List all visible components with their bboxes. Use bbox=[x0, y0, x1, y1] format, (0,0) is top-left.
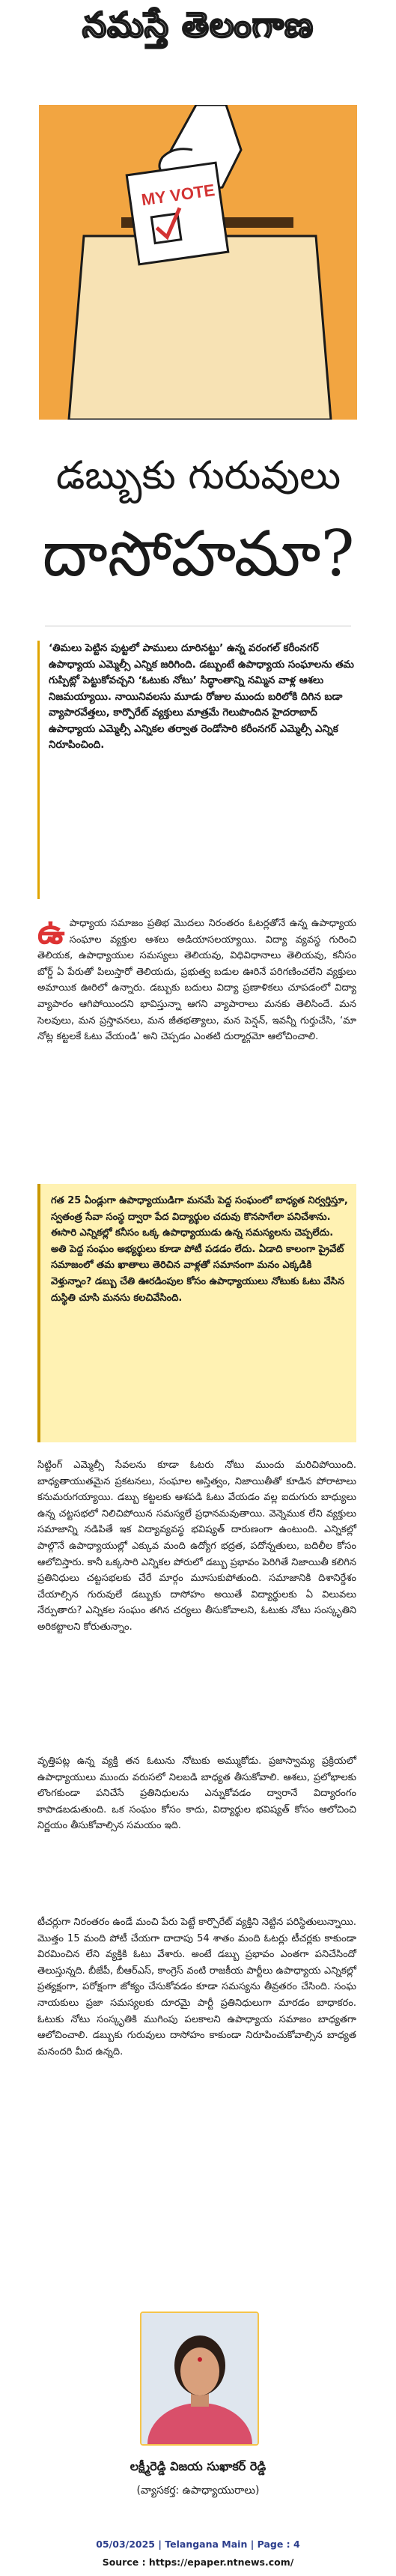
masthead-title: నమస్తే తెలంగాణ bbox=[82, 4, 314, 45]
author-role: (వ్యాసకర్త: ఉపాధ్యాయురాలు) bbox=[136, 2485, 260, 2497]
masthead bbox=[0, 0, 396, 58]
headline-line1: డబ్బుకు గురువులు bbox=[55, 453, 341, 498]
body-paragraph-1-text: పాధ్యాయ సమాజం ప్రతిభ మొదలు నిరంతరం ఓటర్లతోనే ఉన్న ఉపాధ్యాయ సంఘాల వ్యక్తుల ఆశలు అడియాసలయ్యాయి. విద్యా వ్యవస్థ గురించి తెలియక, ఉపాధ్యాయుల సమస్యలు తెలియవు, విధివిధానాలు తెలియవు, కనీసం బోర్డ్ ఏ పేరుతో పిలుస్తారో తెలియదు, ప్రభుత్వ బడుల ఊరినే పరిగణించలేని వ్యక్తులు అమాయిక ఊరిలో ఉన్నారు. డబ్బుకు బదులు విద్యా ప్రణాళికలు చూపడంలో విద్యా వ్యాపారం ఆగిపోయిందని భావిస్తున్నా ఆగని వ్యాపారాలు మనకు తెలిసిందే. మన సెలవులు, మన ప్రస్తావనలు, మన జీతభత్యాలు, మన పెన్షన్, ఇవన్నీ గుర్తుచేసి, ‘మా నోట్ల కట్టలకే ఓటు వేయండి’ అని చెప్పడం ఎంతటి దుర్మార్గమో ఆలోచించాలి. bbox=[37, 918, 356, 1043]
headline-line2: దాసోహమా? bbox=[42, 517, 355, 590]
highlight-box-text: గత 25 ఏండ్లుగా ఉపాధ్యాయుడిగా మనమే పెద్ద సంఘంలో బాధ్యత నిర్వర్తిస్తూ, స్వతంత్ర సేవా సంస్థ ద్వారా పేద విద్యార్థుల చదువు కొనసాగేలా పనిచేశాను. ఈసారి ఎన్నికల్లో కనీసం ఒక్క ఉపాధ్యాయుడు ఉన్న సమస్యలను చెప్పలేదు. అతి పెద్ద సంఘం అభ్యర్థులు కూడా పోటీ పడడం లేదు. ఏడాది కాలంగా ప్రైవేట్ సమాజంలో తమ ఖాతాలు తెరిచిన వాళ్లతో సమానంగా మనం ఎక్కడికి వెళ్తున్నాం? డబ్బు చేతి ఊరడింపుల కోసం ఉపాధ్యాయులు నోటుకు ఓటు వేసిన దుస్థితి చూసి మనసు కలచివేసింది. bbox=[51, 1195, 348, 1304]
my-vote-label: MY VOTE bbox=[140, 180, 216, 210]
lead-paragraph: ‘తిమలు పెట్టిన పుట్టలో పాములు దూరినట్టు’ ఉన్న వరంగల్ కరీంనగర్ ఉపాధ్యాయ ఎమ్మెల్సీ ఎన్నిక జరిగింది. డబ్బుంటే ఉపాధ్యాయ సంఘాలను తమ గుప్పిట్లో పెట్టుకోవచ్చని ‘ఓటుకు నోటు’ సిద్ధాంతాన్ని నమ్మిన వాళ్ల ఆశలు నిజమయ్యాయి. నాయినివలసు మూడు రోజుల ముందు బరిలోకి దిగిన బడా వ్యాపారవేత్తలు, కార్పొరేట్ వ్యక్తులు మాత్రమే గెలుపొందిన హైదరాబాద్ ఉపాధ్యాయ ఎమ్మెల్సీ ఎన్నికల తర్వాత రెండోసారి కరీంనగర్ ఎమ్మెల్సీ ఎన్నిక నిరూపించింది. bbox=[37, 641, 356, 899]
body-paragraph-2: సిట్టింగ్ ఎమ్మెల్సీ సేవలను కూడా ఓటరు నోటు ముందు మరిచిపోయింది. బాధ్యతాయుతమైన ప్రకటనలు, సంఘాల అస్తిత్వం, నిజాయితీతో కూడిన పోరాటాలు కనుమరుగయ్యాయి. డబ్బు కట్టలకు ఆశపడి ఓటు వేయడం వల్ల ఐదుగురు బాధ్యులు ఉన్న చట్టసభలో నిలిచిపోయిన సమస్యలే ప్రధానమవుతాయి. వెన్నెముక లేని వ్యక్తులు సమాజాన్ని నడిపితే ఇక విద్యావ్యవస్థ భవిష్యత్ దారుణంగా ఉంటుంది. ఎన్నికల్లో పాల్గొనే ఉపాధ్యాయుల్లో ఎక్కువ మంది ఉద్యోగ భద్రత, పదోన్నతులు, బదిలీల కోసం ఆలోచిస్తారు. కానీ ఒక్కసారి ఎన్నికల పోరులో డబ్బు ప్రభావం పెరిగితే నిజాయితీ కలిగిన ప్రతినిధులు చట్టసభలకు చేరే మార్గం మూసుకుపోతుంది. సమాజానికి దిశానిర్దేశం చేయాల్సిన గురువులే డబ్బుకు దాసోహం అయితే విద్యార్థులకు ఏ విలువలు నేర్పుతారు? ఎన్నికల సంఘం తగిన చర్యలు తీసుకోవాలని, ఓటుకు నోటు సంస్కృతిని అరికట్టాలని కోరుతున్నాం. bbox=[37, 1460, 356, 1633]
author-portrait bbox=[141, 2313, 258, 2444]
author-name: లక్ష్మీరెడ్డి విజయ సుఖాకర్ రెడ్డి bbox=[130, 2459, 266, 2473]
highlight-box bbox=[37, 1184, 356, 1442]
ballot-box bbox=[69, 236, 331, 420]
body-paragraph-1 bbox=[37, 911, 356, 1178]
drop-cap: ఉ bbox=[37, 911, 65, 952]
ballot-illustration bbox=[39, 105, 357, 420]
footer-source-link[interactable]: Source : https://epaper.ntnews.com/ bbox=[102, 2557, 294, 2568]
body-paragraph-4: టీచర్లుగా నిరంతరం ఉండే మంచి పేరు పెట్టే కార్పొరేట్ వ్యక్తిని నెట్టిన పరిస్థితులున్నాయి. మొత్తం 15 మంది పోటీ చేయగా దాదాపు 54 శాతం మంది ఓటర్లు టీచర్లకు కాకుండా విరమించిన లేని వ్యక్తికి ఓటు వేశారు. అంటే డబ్బు ప్రభావం ఎంతగా పనిచేసిందో తెలుస్తున్నది. బీజేపీ, బీఆర్ఎస్, కాంగ్రెస్ వంటి రాజకీయ పార్టీలు ఉపాధ్యాయ ఎన్నికల్లో ప్రత్యక్షంగా, పరోక్షంగా జోక్యం చేసుకోవడం కూడా సమస్యను తీవ్రతరం చేసింది. సంఘ నాయకులు ప్రజా సమస్యలకు దూరమై పార్టీ ప్రతినిధులుగా మారడం బాధాకరం. ఓటుకు నోటు సంస్కృతికి ముగింపు పలకాలని ఉపాధ్యాయ సమాజం బాధ్యతగా ఆలోచించాలి. డబ్బుకు గురువులు దాసోహం కాకుండా నిరూపించుకోవాల్సిన బాధ్యత మనందరి మీద ఉన్నది. bbox=[37, 1917, 356, 2058]
footer-edition-info: 05/03/2025 | Telangana Main | Page : 4 bbox=[96, 2539, 300, 2550]
author-photo bbox=[140, 2312, 259, 2446]
body-paragraph-3: వృత్తిపట్ల ఉన్న వ్యక్తి తన ఓటును నోటుకు అమ్ముకోడు. ప్రజాస్వామ్య ప్రక్రియలో ఉపాధ్యాయులు ముందు వరుసలో నిలబడి బాధ్యత తీసుకోవాలి. ఆశలు, ప్రలోభాలకు లొంగకుండా పనిచేసే ప్రతినిధులను ఎన్నుకోవడం ద్వారానే విద్యారంగం కాపాడబడుతుంది. ఒక సంఘం కోసం కాదు, విద్యార్థుల భవిష్యత్ కోసం ఆలోచించి నిర్ణయం తీసుకోవాల్సిన సమయం ఇది. bbox=[37, 1756, 356, 1832]
